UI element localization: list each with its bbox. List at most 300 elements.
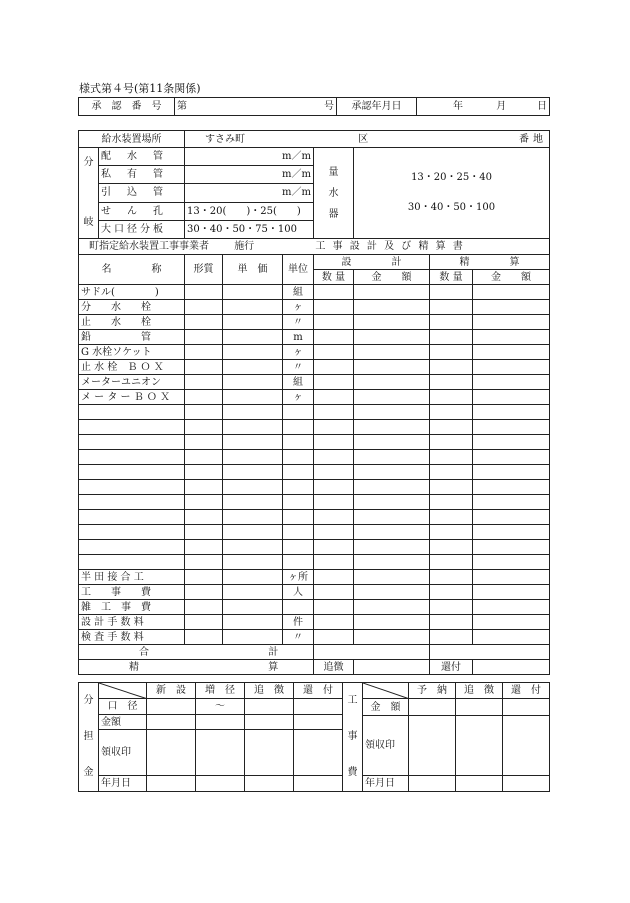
- header-settle-amount: 金 額: [473, 270, 550, 285]
- item-spec[interactable]: [185, 615, 223, 630]
- share-side-2: 担: [83, 731, 94, 742]
- branch-row-value[interactable]: 13・20( )・25( ): [185, 202, 314, 220]
- approval-number-field[interactable]: [175, 98, 337, 116]
- item-settle-amount[interactable]: [473, 435, 550, 450]
- item-settle-qty[interactable]: [430, 405, 473, 420]
- item-row: [79, 615, 550, 630]
- item-settle-qty[interactable]: [430, 420, 473, 435]
- item-design-qty[interactable]: [314, 285, 354, 300]
- dai-label: 第: [177, 101, 187, 112]
- branch-row-value[interactable]: [185, 184, 314, 202]
- month-label: 月: [496, 101, 507, 112]
- work-side-3: 費: [347, 767, 358, 778]
- share-cell[interactable]: [245, 775, 294, 791]
- town-name: すさみ町: [205, 133, 245, 145]
- branch-row-unit: m／m: [282, 151, 311, 163]
- item-settle-qty[interactable]: [430, 315, 473, 330]
- item-settle-qty[interactable]: [430, 330, 473, 345]
- branch-side-top: 分: [83, 157, 94, 168]
- item-settle-qty[interactable]: [430, 285, 473, 300]
- item-design-qty[interactable]: [314, 630, 354, 645]
- item-unit: [283, 420, 314, 435]
- item-settle-qty[interactable]: [430, 510, 473, 525]
- share-cell[interactable]: [196, 714, 245, 729]
- item-unit: ヶ: [283, 300, 314, 315]
- header-design: 設 計: [314, 255, 430, 270]
- header-settle: 精 算: [430, 255, 550, 270]
- item-unit-price[interactable]: [223, 405, 283, 420]
- header-unit-price: 単 価: [223, 255, 283, 285]
- item-unit-price[interactable]: [223, 315, 283, 330]
- item-unit-price[interactable]: [223, 615, 283, 630]
- item-settle-qty[interactable]: [430, 390, 473, 405]
- banchi-label: 番地: [519, 133, 548, 145]
- header-settle-qty: 数 量: [430, 270, 473, 285]
- item-design-amount[interactable]: [354, 330, 430, 345]
- work-cell[interactable]: [456, 775, 503, 791]
- item-spec[interactable]: [185, 540, 223, 555]
- item-spec[interactable]: [185, 375, 223, 390]
- item-unit-price[interactable]: [223, 390, 283, 405]
- item-unit: 件: [283, 615, 314, 630]
- goukei-settle[interactable]: [430, 645, 550, 660]
- item-row: [79, 450, 550, 465]
- branch-row-name: 引 込 管: [99, 184, 185, 202]
- item-spec[interactable]: [185, 330, 223, 345]
- item-unit-price[interactable]: [223, 285, 283, 300]
- item-design-qty[interactable]: [314, 330, 354, 345]
- share-col-shinsetsu: 新 設: [147, 683, 196, 699]
- item-unit: [283, 480, 314, 495]
- item-design-amount[interactable]: [354, 555, 430, 570]
- work-row-ryoshuin: 領収印: [363, 715, 409, 775]
- item-row: [79, 375, 550, 390]
- item-settle-qty[interactable]: [430, 345, 473, 360]
- main-table: [78, 130, 550, 675]
- item-design-amount[interactable]: [354, 630, 430, 645]
- ku-label: 区: [358, 133, 369, 145]
- item-settle-amount[interactable]: [473, 510, 550, 525]
- item-design-qty[interactable]: [314, 390, 354, 405]
- item-name: 設 計 手 数 料: [79, 615, 185, 630]
- item-unit-price[interactable]: [223, 555, 283, 570]
- item-row: [79, 360, 550, 375]
- work-cell[interactable]: [503, 715, 550, 775]
- header-design-qty: 数 量: [314, 270, 354, 285]
- share-cell[interactable]: [294, 714, 343, 729]
- item-design-amount[interactable]: [354, 315, 430, 330]
- item-settle-qty[interactable]: [430, 360, 473, 375]
- item-settle-amount[interactable]: [473, 600, 550, 615]
- share-side-label: [79, 683, 99, 792]
- item-settle-qty[interactable]: [430, 465, 473, 480]
- item-settle-amount[interactable]: [473, 285, 550, 300]
- item-settle-amount[interactable]: [473, 420, 550, 435]
- item-name: [79, 510, 185, 525]
- item-settle-qty[interactable]: [430, 630, 473, 645]
- item-unit: [283, 510, 314, 525]
- item-design-qty[interactable]: [314, 465, 354, 480]
- item-settle-qty[interactable]: [430, 480, 473, 495]
- item-settle-qty[interactable]: [430, 540, 473, 555]
- item-row: [79, 495, 550, 510]
- item-design-qty[interactable]: [314, 495, 354, 510]
- item-unit-price[interactable]: [223, 480, 283, 495]
- item-unit: [283, 450, 314, 465]
- item-name: メーターユニオン: [79, 375, 185, 390]
- approval-number-label: 承 認 番 号: [79, 98, 175, 116]
- item-unit-price[interactable]: [223, 450, 283, 465]
- branch-side-label: [79, 148, 99, 239]
- item-design-amount[interactable]: [354, 345, 430, 360]
- item-settle-qty[interactable]: [430, 450, 473, 465]
- item-settle-amount[interactable]: [473, 630, 550, 645]
- item-settle-qty[interactable]: [430, 375, 473, 390]
- share-row-date: 年月日: [99, 775, 147, 791]
- item-spec[interactable]: [185, 525, 223, 540]
- item-row: [79, 405, 550, 420]
- item-design-amount[interactable]: [354, 570, 430, 585]
- item-unit: [283, 525, 314, 540]
- item-design-amount[interactable]: [354, 375, 430, 390]
- item-unit: [283, 600, 314, 615]
- meter-sizes-2: 30・40・50・100: [407, 202, 496, 213]
- item-unit-price[interactable]: [223, 630, 283, 645]
- item-settle-amount[interactable]: [473, 570, 550, 585]
- share-cell[interactable]: [147, 775, 196, 791]
- item-row: [79, 435, 550, 450]
- item-spec[interactable]: [185, 360, 223, 375]
- share-row-kingaku: 金額: [99, 714, 147, 729]
- item-row: [79, 585, 550, 600]
- item-design-amount[interactable]: [354, 525, 430, 540]
- location-field[interactable]: [185, 131, 550, 148]
- item-design-amount[interactable]: [354, 540, 430, 555]
- share-corner: [99, 683, 147, 699]
- item-spec[interactable]: [185, 555, 223, 570]
- item-unit: ヶ: [283, 390, 314, 405]
- item-design-qty[interactable]: [314, 615, 354, 630]
- share-table: [78, 682, 343, 792]
- approval-date-label: 承認年月日: [337, 98, 417, 116]
- item-name: 分 水 栓: [79, 300, 185, 315]
- item-design-qty[interactable]: [314, 435, 354, 450]
- item-design-amount[interactable]: [354, 420, 430, 435]
- item-design-amount[interactable]: [354, 615, 430, 630]
- work-corner: [363, 683, 409, 699]
- shiko-label: 施行: [234, 241, 255, 252]
- item-row: [79, 330, 550, 345]
- item-unit: [283, 555, 314, 570]
- tsuicho-label: 追徴: [314, 660, 354, 675]
- item-unit-price[interactable]: [223, 600, 283, 615]
- item-spec[interactable]: [185, 435, 223, 450]
- work-col-yonou: 予 納: [409, 683, 456, 699]
- item-design-amount[interactable]: [354, 495, 430, 510]
- branch-row-name: 大口径分板: [99, 220, 185, 238]
- item-settle-qty[interactable]: [430, 615, 473, 630]
- item-design-amount[interactable]: [354, 390, 430, 405]
- tsuicho-field[interactable]: [354, 660, 430, 675]
- item-spec[interactable]: [185, 420, 223, 435]
- item-design-amount[interactable]: [354, 600, 430, 615]
- item-spec[interactable]: [185, 510, 223, 525]
- item-row: [79, 540, 550, 555]
- item-unit: [283, 495, 314, 510]
- item-name: [79, 555, 185, 570]
- item-spec[interactable]: [185, 450, 223, 465]
- branch-row-unit: m／m: [282, 169, 311, 181]
- item-settle-qty[interactable]: [430, 555, 473, 570]
- item-unit-price[interactable]: [223, 330, 283, 345]
- item-settle-amount[interactable]: [473, 615, 550, 630]
- item-design-amount[interactable]: [354, 435, 430, 450]
- item-settle-amount[interactable]: [473, 300, 550, 315]
- item-design-qty[interactable]: [314, 510, 354, 525]
- item-design-amount[interactable]: [354, 300, 430, 315]
- share-cell[interactable]: [147, 730, 196, 775]
- seisan-2: 算: [268, 661, 279, 673]
- item-unit-price[interactable]: [223, 495, 283, 510]
- work-cell[interactable]: [456, 699, 503, 715]
- item-settle-amount[interactable]: [473, 495, 550, 510]
- item-design-amount[interactable]: [354, 285, 430, 300]
- item-unit-price[interactable]: [223, 540, 283, 555]
- item-design-amount[interactable]: [354, 510, 430, 525]
- item-unit: [283, 465, 314, 480]
- item-unit-price[interactable]: [223, 585, 283, 600]
- item-design-qty[interactable]: [314, 450, 354, 465]
- item-name: [79, 405, 185, 420]
- seisan-row: [79, 660, 314, 675]
- item-unit: [283, 405, 314, 420]
- goukei-row: [79, 645, 314, 660]
- item-design-amount[interactable]: [354, 480, 430, 495]
- item-design-amount[interactable]: [354, 465, 430, 480]
- item-spec[interactable]: [185, 405, 223, 420]
- item-design-qty[interactable]: [314, 525, 354, 540]
- item-name: [79, 540, 185, 555]
- meter-sizes: [354, 148, 550, 239]
- item-name: [79, 435, 185, 450]
- item-row: [79, 465, 550, 480]
- share-col-zoukei: 増 径: [196, 683, 245, 699]
- item-settle-amount[interactable]: [473, 540, 550, 555]
- item-design-qty[interactable]: [314, 360, 354, 375]
- item-unit-price[interactable]: [223, 345, 283, 360]
- item-design-qty[interactable]: [314, 300, 354, 315]
- share-cell[interactable]: [245, 699, 294, 714]
- item-row: [79, 510, 550, 525]
- item-settle-qty[interactable]: [430, 435, 473, 450]
- item-settle-amount[interactable]: [473, 465, 550, 480]
- item-design-qty[interactable]: [314, 600, 354, 615]
- item-unit-price[interactable]: [223, 525, 283, 540]
- item-settle-amount[interactable]: [473, 315, 550, 330]
- item-settle-qty[interactable]: [430, 300, 473, 315]
- work-cell[interactable]: [503, 699, 550, 715]
- item-unit-price[interactable]: [223, 510, 283, 525]
- item-settle-amount[interactable]: [473, 375, 550, 390]
- item-spec[interactable]: [185, 345, 223, 360]
- work-cell[interactable]: [456, 715, 503, 775]
- share-col-kanpu: 還 付: [294, 683, 343, 699]
- item-spec[interactable]: [185, 315, 223, 330]
- item-name: [79, 480, 185, 495]
- kanpu-field[interactable]: [473, 660, 550, 675]
- item-spec[interactable]: [185, 630, 223, 645]
- header-design-amount: 金 額: [354, 270, 430, 285]
- branch-row-value[interactable]: [185, 148, 314, 166]
- contractor-row: [79, 239, 550, 255]
- item-design-qty[interactable]: [314, 405, 354, 420]
- item-spec[interactable]: [185, 600, 223, 615]
- meter-label-3: 器: [328, 208, 339, 220]
- item-unit-price[interactable]: [223, 300, 283, 315]
- item-design-qty[interactable]: [314, 345, 354, 360]
- item-spec[interactable]: [185, 390, 223, 405]
- item-name: サドル( ): [79, 285, 185, 300]
- header-spec: 形質: [185, 255, 223, 285]
- meter-side-label: [314, 148, 354, 239]
- goukei-design[interactable]: [314, 645, 430, 660]
- item-row: [79, 630, 550, 645]
- item-name: G 水栓ソケット: [79, 345, 185, 360]
- item-spec[interactable]: [185, 285, 223, 300]
- work-cell[interactable]: [503, 775, 550, 791]
- share-cell[interactable]: [147, 714, 196, 729]
- item-design-qty[interactable]: [314, 540, 354, 555]
- share-cell[interactable]: [196, 730, 245, 775]
- item-design-amount[interactable]: [354, 585, 430, 600]
- approval-table: [78, 97, 550, 116]
- item-settle-amount[interactable]: [473, 390, 550, 405]
- item-settle-amount[interactable]: [473, 525, 550, 540]
- work-cell[interactable]: [409, 715, 456, 775]
- item-design-qty[interactable]: [314, 480, 354, 495]
- item-unit: 組: [283, 285, 314, 300]
- work-cell[interactable]: [409, 775, 456, 791]
- branch-row-name: 配 水 管: [99, 148, 185, 166]
- item-settle-amount[interactable]: [473, 555, 550, 570]
- item-settle-amount[interactable]: [473, 405, 550, 420]
- item-spec[interactable]: [185, 570, 223, 585]
- work-side-label: [343, 683, 363, 792]
- goukei-2: 計: [268, 646, 279, 658]
- item-spec[interactable]: [185, 495, 223, 510]
- item-row: [79, 480, 550, 495]
- item-name: 半 田 接 合 工: [79, 570, 185, 585]
- item-spec[interactable]: [185, 585, 223, 600]
- item-design-amount[interactable]: [354, 450, 430, 465]
- item-unit-price[interactable]: [223, 420, 283, 435]
- item-row: [79, 570, 550, 585]
- meter-label-1: 量: [328, 166, 339, 178]
- item-unit-price[interactable]: [223, 570, 283, 585]
- item-row: [79, 300, 550, 315]
- share-tilde: 〜: [196, 699, 245, 714]
- item-name: 鉛 管: [79, 330, 185, 345]
- item-spec[interactable]: [185, 480, 223, 495]
- item-unit: [283, 540, 314, 555]
- item-unit: [283, 435, 314, 450]
- item-design-qty[interactable]: [314, 315, 354, 330]
- item-design-qty[interactable]: [314, 375, 354, 390]
- item-design-qty[interactable]: [314, 585, 354, 600]
- share-cell[interactable]: [294, 775, 343, 791]
- approval-date-field[interactable]: [417, 98, 550, 116]
- item-unit: m: [283, 330, 314, 345]
- item-row: [79, 285, 550, 300]
- item-design-qty[interactable]: [314, 420, 354, 435]
- item-row: [79, 600, 550, 615]
- item-name: [79, 465, 185, 480]
- share-cell[interactable]: [294, 699, 343, 714]
- item-settle-qty[interactable]: [430, 570, 473, 585]
- share-row-ryoshuin: 領収印: [99, 730, 147, 775]
- item-unit: 〃: [283, 360, 314, 375]
- item-settle-amount[interactable]: [473, 480, 550, 495]
- share-cell[interactable]: [294, 730, 343, 775]
- item-name: [79, 495, 185, 510]
- share-cell[interactable]: [147, 699, 196, 714]
- item-spec[interactable]: [185, 300, 223, 315]
- item-settle-amount[interactable]: [473, 345, 550, 360]
- location-label: 給水装置場所: [79, 131, 185, 148]
- doc-title: 工 事 設 計 及 び 精 算 書: [315, 241, 465, 252]
- header-unit: 単位: [283, 255, 314, 285]
- kanpu-label: 還付: [430, 660, 473, 675]
- item-design-qty[interactable]: [314, 555, 354, 570]
- item-unit-price[interactable]: [223, 435, 283, 450]
- branch-row-value[interactable]: 30・40・50・75・100: [185, 220, 314, 238]
- work-side-2: 事: [347, 731, 358, 742]
- work-cell[interactable]: [409, 699, 456, 715]
- item-settle-amount[interactable]: [473, 585, 550, 600]
- item-unit-price[interactable]: [223, 360, 283, 375]
- branch-row-value[interactable]: [185, 166, 314, 184]
- contractor-label: 町指定給水装置工事事業者: [89, 241, 209, 252]
- item-design-qty[interactable]: [314, 570, 354, 585]
- item-settle-qty[interactable]: [430, 495, 473, 510]
- item-unit-price[interactable]: [223, 375, 283, 390]
- item-unit: 組: [283, 375, 314, 390]
- item-design-amount[interactable]: [354, 405, 430, 420]
- item-name: 止 水 栓: [79, 315, 185, 330]
- meter-label-2: 水: [328, 187, 339, 199]
- share-cell[interactable]: [196, 775, 245, 791]
- item-row: [79, 525, 550, 540]
- item-name: 工 事 費: [79, 585, 185, 600]
- item-row: [79, 345, 550, 360]
- share-cell[interactable]: [245, 714, 294, 729]
- item-settle-qty[interactable]: [430, 600, 473, 615]
- form-title: 様式第４号(第11条関係): [79, 82, 201, 95]
- item-spec[interactable]: [185, 465, 223, 480]
- item-settle-amount[interactable]: [473, 450, 550, 465]
- go-label: 号: [324, 101, 334, 112]
- share-cell[interactable]: [245, 730, 294, 775]
- item-settle-amount[interactable]: [473, 330, 550, 345]
- item-settle-qty[interactable]: [430, 585, 473, 600]
- item-design-amount[interactable]: [354, 360, 430, 375]
- item-settle-amount[interactable]: [473, 360, 550, 375]
- item-unit: 〃: [283, 315, 314, 330]
- item-unit-price[interactable]: [223, 465, 283, 480]
- item-settle-qty[interactable]: [430, 525, 473, 540]
- item-unit: ヶ: [283, 345, 314, 360]
- year-label: 年: [453, 101, 463, 112]
